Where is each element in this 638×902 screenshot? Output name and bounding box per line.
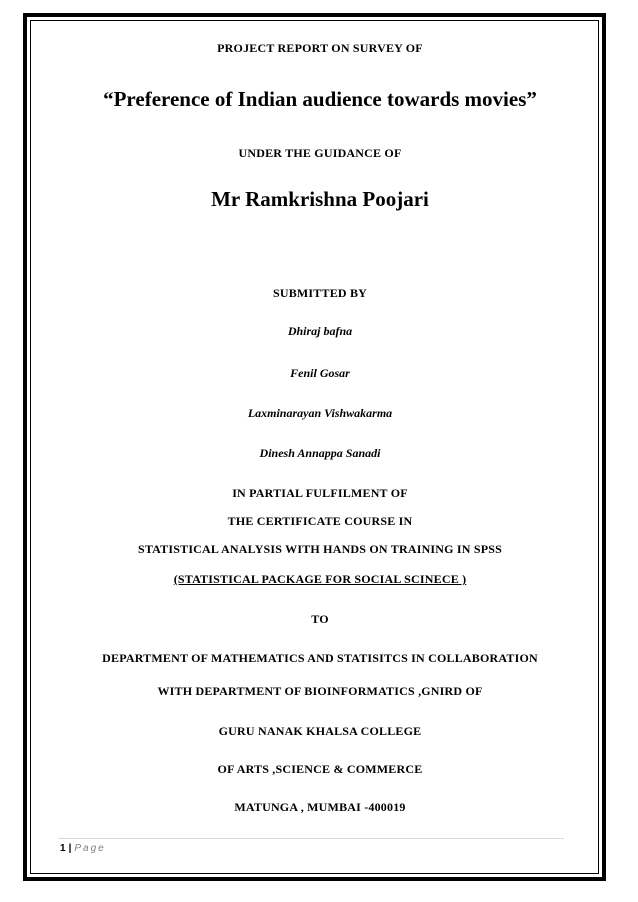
guide-name: Mr Ramkrishna Poojari xyxy=(211,187,429,211)
institution-line-4: OF ARTS ,SCIENCE & COMMERCE xyxy=(217,762,423,776)
course-line-3: STATISTICAL ANALYSIS WITH HANDS ON TRAINING IN SPSS xyxy=(138,542,502,556)
page-footer xyxy=(60,843,106,854)
institution-line-3: GURU NANAK KHALSA COLLEGE xyxy=(218,724,422,738)
footer-separator: | xyxy=(68,843,72,854)
project-label: PROJECT REPORT ON SURVEY OF xyxy=(217,41,423,55)
course-line-2: THE CERTIFICATE COURSE IN xyxy=(227,514,413,528)
page-number: 1 xyxy=(60,843,66,854)
submitted-by-label: SUBMITTED BY xyxy=(272,286,368,300)
guidance-label: UNDER THE GUIDANCE OF xyxy=(238,146,402,160)
student-name: Fenil Gosar xyxy=(290,366,350,380)
student-name: Dinesh Annappa Sanadi xyxy=(259,446,381,460)
institution-line-5: MATUNGA , MUMBAI -400019 xyxy=(234,800,406,814)
page-word: Page xyxy=(74,843,106,854)
course-line-4: (STATISTICAL PACKAGE FOR SOCIAL SCINECE ) xyxy=(173,572,467,586)
student-name: Laxminarayan Vishwakarma xyxy=(247,406,393,420)
student-name: Dhiraj bafna xyxy=(287,324,353,338)
course-line-1: IN PARTIAL FULFILMENT OF xyxy=(232,486,408,500)
report-title: “Preference of Indian audience towards movies” xyxy=(103,87,537,111)
footer-divider xyxy=(58,838,564,839)
to-label: TO xyxy=(311,612,329,626)
institution-line-1: DEPARTMENT OF MATHEMATICS AND STATISITCS IN COLLABORATION xyxy=(102,651,538,665)
institution-line-2: WITH DEPARTMENT OF BIOINFORMATICS ,GNIRD OF xyxy=(157,684,483,698)
